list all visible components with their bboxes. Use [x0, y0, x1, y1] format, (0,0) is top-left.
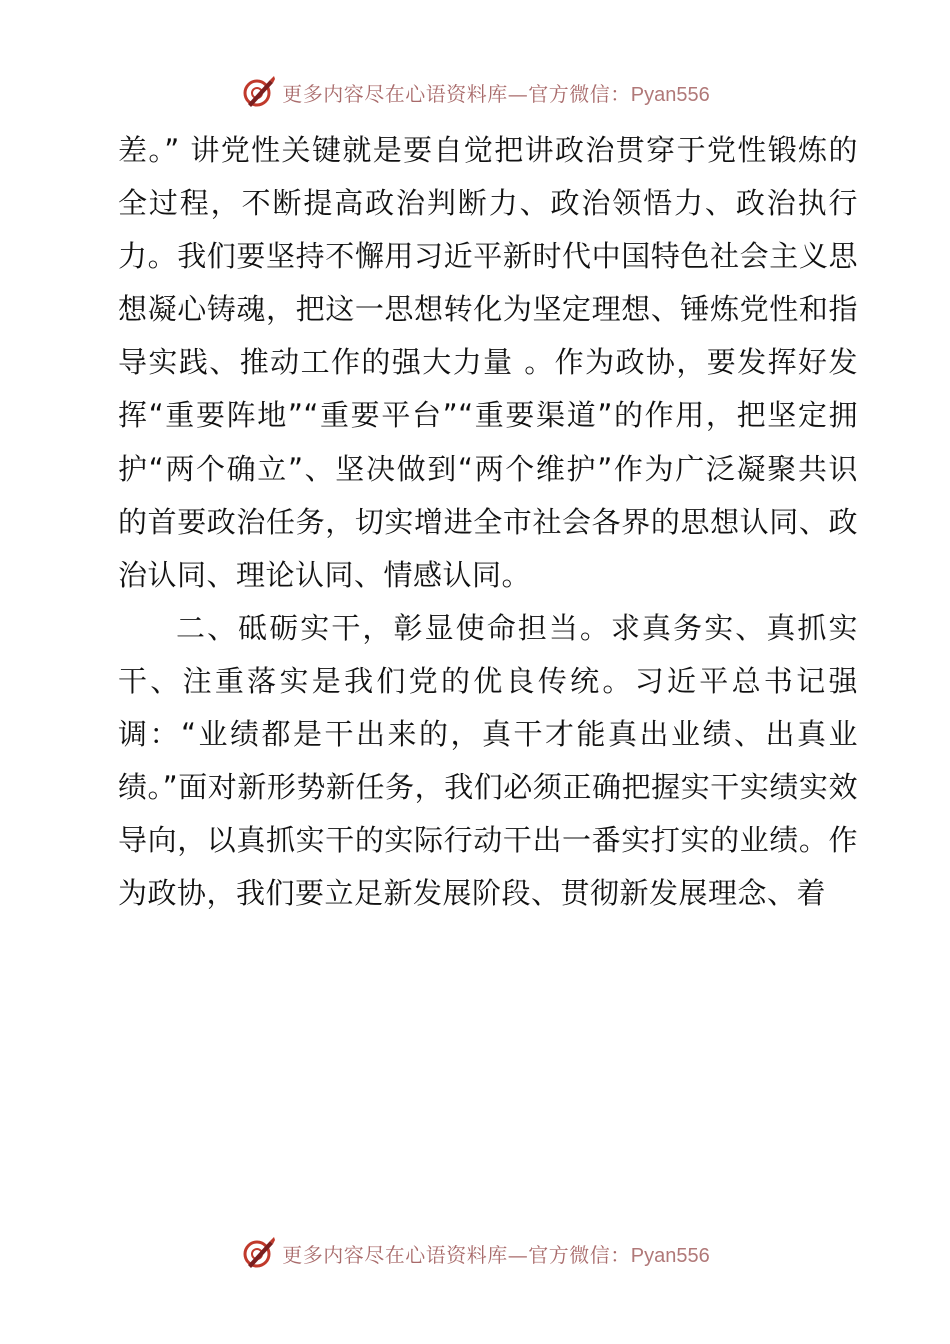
- pen-logo-icon: [240, 1235, 276, 1271]
- paragraph-2: 二、砥砺实干，彰显使命担当。求真务实、真抓实干、注重落实是我们党的优良传统。习近平总书记强调：“业绩都是干出来的，真干才能真出业绩、出真业绩。”面对新形势新任务，我们必须正确把握实干实绩实效导向，以真抓实干的实际行动干出一番实打实的业绩。作为政协，我们要立足新发展阶段、贯彻新发展理念、着: [118, 610, 858, 911]
- pen-logo-icon: [240, 74, 276, 110]
- banner-label: 更多内容尽在心语资料库—官方微信：: [282, 81, 631, 106]
- footer-banner: [0, 1233, 950, 1273]
- paragraph-1: 差。” 讲党性关键就是要自觉把讲政治贯穿于党性锻炼的全过程，不断提高政治判断力、政治领悟力、政治执行力。我们要坚持不懈用习近平新时代中国特色社会主义思想凝心铸魂，把这一思想转化为坚定理想、锤炼党性和指导实践、推动工作的强大力量 。作为政协，要发挥好发挥“重要阵地”“重要平台”“重要渠道”的作用，把坚定拥护“两个确立”、坚决做到“两个维护”作为广泛凝聚共识的首要政治任务，切实增进全市社会各界的思想认同、政治认同、理论认同、情感认同。: [118, 133, 858, 592]
- banner-label: 更多内容尽在心语资料库—官方微信：: [282, 1242, 631, 1267]
- banner-text: [282, 1239, 709, 1268]
- wechat-id: Pyan556: [630, 1244, 710, 1267]
- header-banner: [0, 72, 950, 112]
- document-body: [118, 124, 858, 920]
- banner-text: [282, 78, 709, 107]
- wechat-id: Pyan556: [630, 83, 710, 106]
